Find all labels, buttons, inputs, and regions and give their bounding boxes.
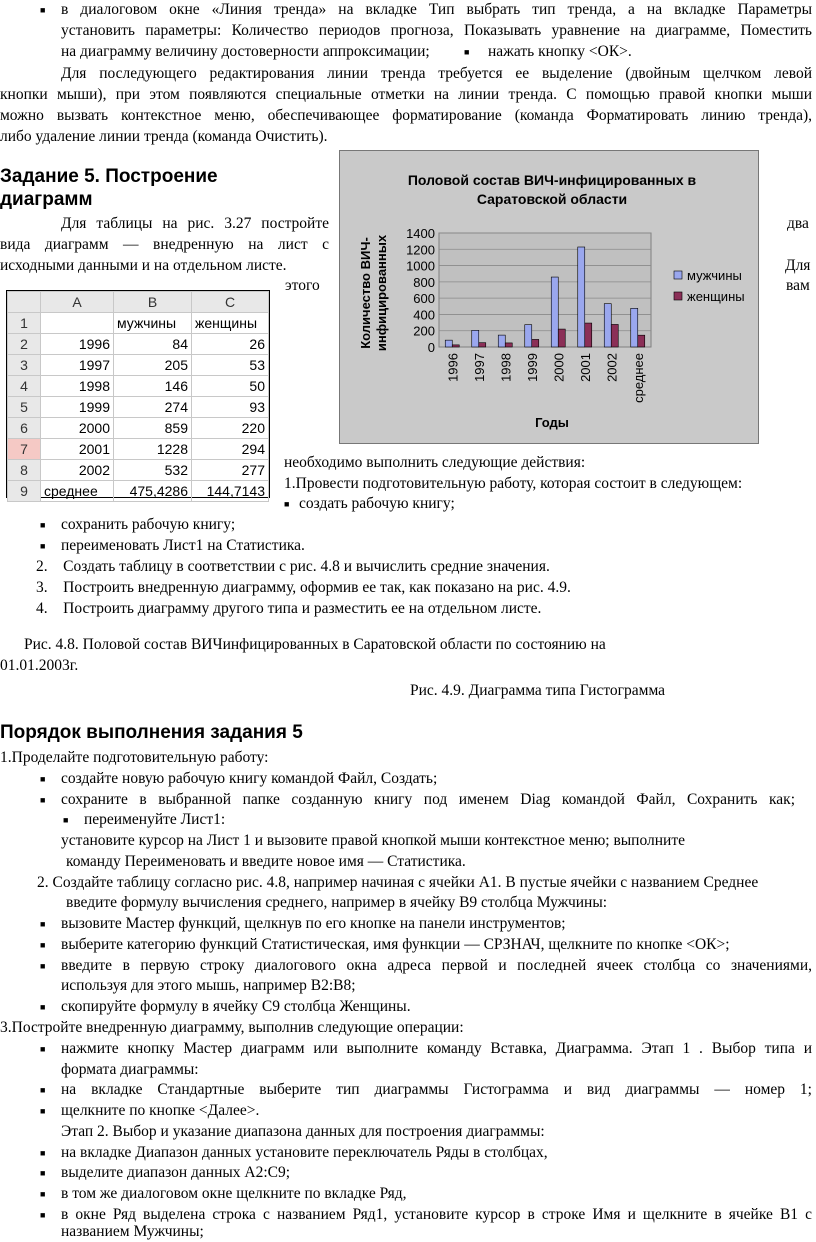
bullet-icon: ■ xyxy=(40,5,46,15)
table-cell[interactable]: 294 xyxy=(192,439,269,460)
bar xyxy=(498,335,505,347)
bar xyxy=(472,330,479,347)
y-axis-label: инфицированных xyxy=(374,234,389,352)
bar xyxy=(505,343,512,347)
text-line: переименуйте Лист1: xyxy=(84,811,226,828)
text-line: необходимо выполнить следующие действия: xyxy=(284,454,586,471)
text-line: на вкладке Диапазон данных установите переключатель Ряды в столбцах, xyxy=(61,1144,548,1161)
bar xyxy=(604,304,611,347)
table-cell[interactable]: 1996 xyxy=(41,334,114,355)
x-tick-label: 2000 xyxy=(551,353,567,382)
text-line: нажать кнопку <ОК>. xyxy=(488,43,632,60)
column-header[interactable]: C xyxy=(192,292,269,313)
bar xyxy=(445,340,452,347)
bullet-icon: ■ xyxy=(40,919,46,929)
legend-label: женщины xyxy=(687,289,745,304)
bullet-icon: ■ xyxy=(40,1002,46,1012)
chart-title: Саратовской области xyxy=(476,191,628,207)
bar xyxy=(551,277,558,347)
bullet-icon: ■ xyxy=(40,1106,46,1116)
text-line: переименовать Лист1 на Статистика. xyxy=(61,537,305,554)
sheet-corner[interactable] xyxy=(8,292,41,313)
table-row xyxy=(8,397,269,418)
bullet-icon: ■ xyxy=(40,520,46,530)
text-line: вида диаграмм — внедренную на лист с xyxy=(0,236,329,253)
column-header[interactable]: B xyxy=(114,292,192,313)
text-line: скопируйте формулу в ячейку С9 столбца Женщины. xyxy=(61,998,411,1015)
table-cell[interactable]: 274 xyxy=(114,397,192,418)
x-tick-label: 1997 xyxy=(471,353,487,382)
y-axis-label: Количество ВИЧ- xyxy=(358,237,373,349)
text-line: вам xyxy=(786,277,810,294)
text-line: введите формулу вычисления среднего, например в ячейку В9 столбца Мужчины: xyxy=(66,894,608,911)
bar xyxy=(578,247,585,347)
text-line: сохраните в выбранной папке созданную книгу под именем Diag командой Файл, Сохранить как; xyxy=(61,791,795,808)
x-tick-label: 1996 xyxy=(445,353,461,382)
section-heading: Задание 5. Построение xyxy=(0,166,218,187)
table-cell[interactable]: 84 xyxy=(114,334,192,355)
text-line: Для последующего редактирования линии тренда требуется ее выделение (двойным щелчком левой xyxy=(61,65,812,82)
legend-label: мужчины xyxy=(687,268,742,283)
bar xyxy=(611,324,618,347)
text-line: щелкните по кнопке <Далее>. xyxy=(61,1102,260,1119)
y-tick-label: 200 xyxy=(413,323,435,339)
text-line: нажмите кнопку Мастер диаграмм или выполните команду Вставка, Диаграмма. Этап 1 . Выбор типа и xyxy=(61,1040,812,1057)
text-line: используя для этого мышь, например В2:В8; xyxy=(61,977,356,994)
figure-caption: 01.01.2003г. xyxy=(0,657,79,674)
text-line: можно вызвать контекстное меню, обеспечивающее форматирование (команда Форматировать линию тренда), xyxy=(0,107,812,124)
bar xyxy=(638,335,645,347)
text-line: введите в первую строку диалогового окна адреса первой и последней ячеек столбца со значениями, xyxy=(61,957,812,974)
row-header[interactable]: 9 xyxy=(8,481,41,502)
table-cell[interactable]: 146 xyxy=(114,376,192,397)
table-cell[interactable]: 1999 xyxy=(41,397,114,418)
bullet-icon: ■ xyxy=(40,774,46,784)
table-cell[interactable]: 1998 xyxy=(41,376,114,397)
text-line: в том же диалоговом окне щелкните по вкладке Ряд, xyxy=(61,1185,407,1202)
table-row xyxy=(8,439,269,460)
bar xyxy=(452,345,459,347)
row-header[interactable]: 8 xyxy=(8,460,41,481)
text-line: Для таблицы на рис. 3.27 постройте xyxy=(61,215,329,232)
table-row xyxy=(8,481,269,502)
legend-swatch xyxy=(674,271,682,279)
text-line: команду Переименовать и введите новое имя — Статистика. xyxy=(66,853,466,870)
y-tick-label: 800 xyxy=(413,274,435,290)
text-line: в диалоговом окне «Линия тренда» на вкладке Тип выбрать тип тренда, а на вкладке Параметры xyxy=(61,1,812,18)
bar-chart xyxy=(339,150,759,444)
table-cell[interactable]: 859 xyxy=(114,418,192,439)
table-cell[interactable]: 144,7143 xyxy=(192,481,269,502)
row-header[interactable]: 6 xyxy=(8,418,41,439)
table-cell[interactable]: 220 xyxy=(192,418,269,439)
bullet-icon: ■ xyxy=(284,499,290,509)
table-cell[interactable]: 1228 xyxy=(114,439,192,460)
text-line: создать рабочую книгу; xyxy=(299,495,455,512)
row-header[interactable]: 1 xyxy=(8,313,41,334)
table-cell[interactable]: среднее xyxy=(41,481,114,502)
x-tick-label: 2001 xyxy=(577,353,593,382)
text-line: в окне Ряд выделена строка с названием Ряд1, установите курсор в строке Имя и щелкните в ячейке В1 с xyxy=(61,1206,812,1223)
bar xyxy=(525,325,532,347)
table-cell[interactable]: 205 xyxy=(114,355,192,376)
bar xyxy=(585,323,592,347)
table-row xyxy=(8,376,269,397)
figure-caption: Рис. 4.9. Диаграмма типа Гистограмма xyxy=(410,682,666,699)
y-tick-label: 1400 xyxy=(406,226,435,241)
bullet-icon: ■ xyxy=(40,1189,46,1199)
legend-swatch xyxy=(674,292,682,300)
text-line: 2. Создать таблицу в соответствии с рис. 4.8 и вычислить средние значения. xyxy=(36,558,550,575)
text-line: либо удаление линии тренда (команда Очистить). xyxy=(0,128,328,145)
table-row xyxy=(8,460,269,481)
bar xyxy=(558,329,565,347)
bullet-icon: ■ xyxy=(40,1168,46,1178)
row-header[interactable]: 4 xyxy=(8,376,41,397)
bullet-icon: ■ xyxy=(40,1148,46,1158)
text-line: 3.Постройте внедренную диаграмму, выполнив следующие операции: xyxy=(0,1019,464,1036)
table-row xyxy=(8,418,269,439)
table-cell[interactable]: 53 xyxy=(192,355,269,376)
y-tick-label: 600 xyxy=(413,291,435,307)
section-heading: диаграмм xyxy=(0,189,93,210)
table-row xyxy=(8,334,269,355)
plot-area xyxy=(439,233,651,347)
text-line: Для xyxy=(785,257,811,274)
table-cell[interactable]: 2002 xyxy=(41,460,114,481)
table-cell[interactable]: 1997 xyxy=(41,355,114,376)
bullet-icon: ■ xyxy=(63,815,69,825)
table-cell[interactable]: 2001 xyxy=(41,439,114,460)
bullet-icon: ■ xyxy=(40,795,46,805)
chart-title: Половой состав ВИЧ-инфицированных в xyxy=(407,172,697,188)
x-tick-label: 1998 xyxy=(498,353,514,382)
x-tick-label: среднее xyxy=(630,353,646,403)
text-line: 3. Построить внедренную диаграмму, оформив ее так, как показано на рис. 4.9. xyxy=(36,579,571,596)
chart-svg xyxy=(340,151,758,443)
bullet-icon: ■ xyxy=(40,1210,46,1220)
x-tick-label: 2002 xyxy=(604,353,620,382)
y-tick-label: 0 xyxy=(427,340,435,355)
text-line: кнопки мыши), при этом появляются специальные отметки на линии тренда. С помощью правой кнопки мыши xyxy=(0,86,812,103)
section-heading: Порядок выполнения задания 5 xyxy=(0,722,303,743)
x-tick-label: 1999 xyxy=(524,353,540,382)
text-line: названием Мужчины; xyxy=(61,1223,204,1240)
text-line: установить параметры: Количество периодов прогноза, Показывать уравнение на диаграмме, Поместить xyxy=(61,22,812,39)
table-cell[interactable]: 277 xyxy=(192,460,269,481)
text-line: 4. Построить диаграмму другого типа и разместить ее на отдельном листе. xyxy=(36,600,542,617)
text-line: вызовите Мастер функций, щелкнув по его кнопке на панели инструментов; xyxy=(61,915,566,932)
y-tick-label: 400 xyxy=(413,307,435,323)
x-axis-label: Годы xyxy=(535,415,569,430)
text-line: создайте новую рабочую книгу командой Файл, Создать; xyxy=(61,770,438,787)
row-header[interactable]: 7 xyxy=(8,439,41,460)
bullet-icon: ■ xyxy=(464,47,470,57)
row-header[interactable]: 2 xyxy=(8,334,41,355)
text-line: 2. Создайте таблицу согласно рис. 4.8, например начиная с ячейки А1. В пустые ячейки с названием Среднее xyxy=(37,874,759,891)
row-header[interactable]: 5 xyxy=(8,397,41,418)
y-tick-label: 1000 xyxy=(406,258,435,274)
figure-caption: Рис. 4.8. Половой состав ВИЧинфицированных в Саратовской области по состоянию на xyxy=(24,636,606,653)
bullet-icon: ■ xyxy=(40,940,46,950)
table-cell[interactable]: 26 xyxy=(192,334,269,355)
bar xyxy=(631,308,638,347)
text-line: выделите диапазон данных А2:С9; xyxy=(61,1164,291,1181)
bullet-icon: ■ xyxy=(40,961,46,971)
text-line: 1.Проделайте подготовительную работу: xyxy=(0,749,269,766)
table-cell[interactable]: женщины xyxy=(192,313,269,334)
table-cell[interactable]: 2000 xyxy=(41,418,114,439)
table-cell[interactable]: 532 xyxy=(114,460,192,481)
text-line: на диаграмму величину достоверности аппроксимации; xyxy=(61,43,430,60)
table-cell[interactable]: 475,4286 xyxy=(114,481,192,502)
text-line: 1.Провести подготовительную работу, которая состоит в следующем: xyxy=(284,475,743,492)
bullet-icon: ■ xyxy=(40,1044,46,1054)
text-line: два xyxy=(787,215,809,232)
text-line: на вкладке Стандартные выберите тип диаграммы Гистограмма и вид диаграммы — номер 1; xyxy=(61,1081,812,1098)
column-header[interactable]: A xyxy=(41,292,114,313)
spreadsheet-table xyxy=(6,290,270,498)
y-tick-label: 1200 xyxy=(406,242,435,258)
bullet-icon: ■ xyxy=(40,1085,46,1095)
table-row xyxy=(8,355,269,376)
text-line: выберите категорию функций Статистическая, имя функции — СРЗНАЧ, щелкните по кнопке <ОК>; xyxy=(61,936,730,953)
table-cell[interactable]: 93 xyxy=(192,397,269,418)
table-row xyxy=(8,313,269,334)
bar xyxy=(479,343,486,347)
table-cell[interactable]: 50 xyxy=(192,376,269,397)
text-line: исходными данными и на отдельном листе. xyxy=(0,257,287,274)
text-line: сохранить рабочую книгу; xyxy=(61,516,236,533)
table-cell[interactable] xyxy=(41,313,114,334)
text-line: этого xyxy=(285,277,320,294)
bullet-icon: ■ xyxy=(40,541,46,551)
row-header[interactable]: 3 xyxy=(8,355,41,376)
text-line: формата диаграммы: xyxy=(61,1061,199,1078)
bar xyxy=(532,339,539,347)
table-cell[interactable]: мужчины xyxy=(114,313,192,334)
text-line: Этап 2. Выбор и указание диапазона данных для построения диаграммы: xyxy=(61,1123,545,1140)
text-line: установите курсор на Лист 1 и вызовите правой кнопкой мыши контекстное меню; выполните xyxy=(61,832,686,849)
